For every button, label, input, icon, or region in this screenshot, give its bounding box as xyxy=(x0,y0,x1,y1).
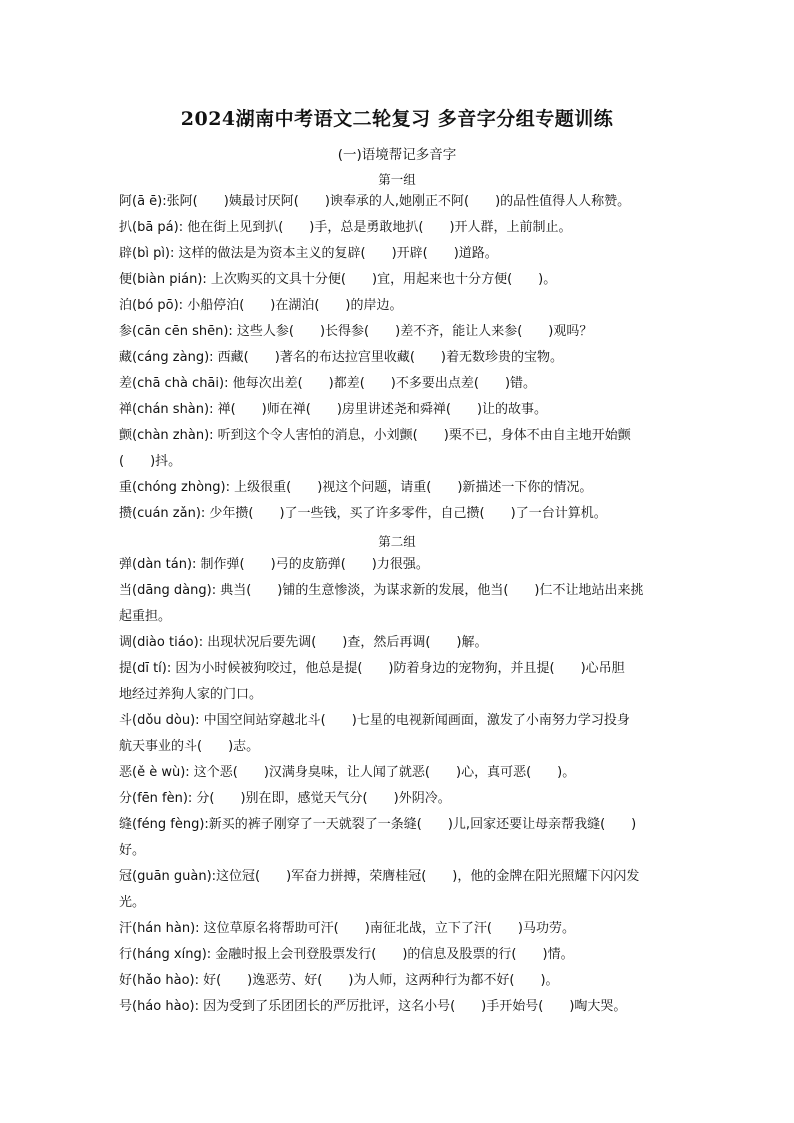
exercise-line: 恶(ě è wù): 这个恶( )汉满身臭味，让人闻了就恶( )心，真可恶( )。 xyxy=(119,765,576,780)
exercise-line: 缝(féng fèng):新买的裤子刚穿了一天就裂了一条缝( )儿,回家还要让母亲帮我缝( ) xyxy=(119,817,637,832)
exercise-line: 调(diào tiáo): 出现状况后要先调( )查，然后再调( )解。 xyxy=(119,635,488,650)
group-heading-1: 第一组 xyxy=(378,172,416,187)
exercise-line: 便(biàn pián): 上次购买的文具十分便( )宜，用起来也十分方便( )。 xyxy=(119,272,557,287)
exercise-line: 冠(guān guàn):这位冠( )军奋力拼搏，荣膺桂冠( )，他的金牌在阳光照耀下闪闪发 xyxy=(119,869,640,884)
exercise-line-continued: 航天事业的斗( )志。 xyxy=(119,739,260,754)
exercise-line: 扒(bā pá): 他在街上见到扒( )手，总是勇敢地扒( )开人群，上前制止。 xyxy=(119,220,572,235)
exercise-line: 斗(dǒu dòu): 中国空间站穿越北斗( )七星的电视新闻画面，激发了小南努力学习投身 xyxy=(119,713,630,728)
exercise-line: 好(hǎo hào): 好( )逸恶劳、好( )为人师，这两种行为都不好( )。 xyxy=(119,973,559,988)
exercise-line: 参(cān cēn shēn): 这些人参( )长得参( )差不齐，能让人来参( )观吗？ xyxy=(119,324,593,339)
group-heading-2: 第二组 xyxy=(378,534,416,549)
exercise-line: 弹(dàn tán): 制作弹( )弓的皮筋弹( )力很强。 xyxy=(119,557,429,572)
exercise-line: 辟(bì pì): 这样的做法是为资本主义的复辟( )开辟( )道路。 xyxy=(119,246,498,261)
exercise-line: 阿(ā ē):张阿( )姨最讨厌阿( )谀奉承的人,她刚正不阿( )的品性值得人人称赞。 xyxy=(119,194,631,209)
exercise-line: 行(háng xíng): 金融时报上会刊登股票发行( )的信息及股票的行( )情。 xyxy=(119,947,574,962)
exercise-line: 汗(hán hàn): 这位草原名将帮助可汗( )南征北战，立下了汗( )马功劳。 xyxy=(119,921,575,936)
exercise-line-continued: 地经过养狗人家的门口。 xyxy=(119,687,263,702)
exercise-line: 当(dāng dàng): 典当( )铺的生意惨淡，为谋求新的发展，他当( )仁不让地站出来挑 xyxy=(119,583,644,598)
section-subtitle: (一)语境帮记多音字 xyxy=(337,147,457,163)
page-title: 2024湖南中考语文二轮复习 多音字分组专题训练 xyxy=(180,108,614,130)
exercise-line: 藏(cáng zàng): 西藏( )著名的布达拉宫里收藏( )着无数珍贵的宝物。 xyxy=(119,350,563,365)
exercise-line: 颤(chàn zhàn): 听到这个令人害怕的消息，小刘颤( )栗不已，身体不由自主地开始颤 xyxy=(119,428,631,443)
exercise-line-continued: 光。 xyxy=(119,895,146,910)
exercise-line: 提(dī tí): 因为小时候被狗咬过，他总是提( )防着身边的宠物狗，并且提( )心吊胆 xyxy=(119,661,625,676)
exercise-line-continued: 好。 xyxy=(119,843,146,858)
exercise-line: 差(chā chà chāi): 他每次出差( )都差( )不多要出点差( )错。 xyxy=(119,376,537,391)
exercise-line: 号(háo hào): 因为受到了乐团团长的严厉批评，这名小号( )手开始号( )啕大哭。 xyxy=(119,999,627,1014)
exercise-line-continued: ( )抖。 xyxy=(119,454,182,469)
exercise-line: 分(fēn fèn): 分( )别在即，感觉天气分( )外阴冷。 xyxy=(119,791,451,806)
exercise-line-continued: 起重担。 xyxy=(119,609,172,624)
exercise-line: 重(chóng zhòng): 上级很重( )视这个问题，请重( )新描述一下你的情况。 xyxy=(119,480,593,495)
exercise-line: 禅(chán shàn): 禅( )师在禅( )房里讲述尧和舜禅( )让的故事。 xyxy=(119,402,548,417)
exercise-line: 攒(cuán zǎn): 少年攒( )了一些钱，买了许多零件，自己攒( )了一台计算机。 xyxy=(119,506,607,521)
exercise-line: 泊(bó pō): 小船停泊( )在湖泊( )的岸边。 xyxy=(119,298,403,313)
